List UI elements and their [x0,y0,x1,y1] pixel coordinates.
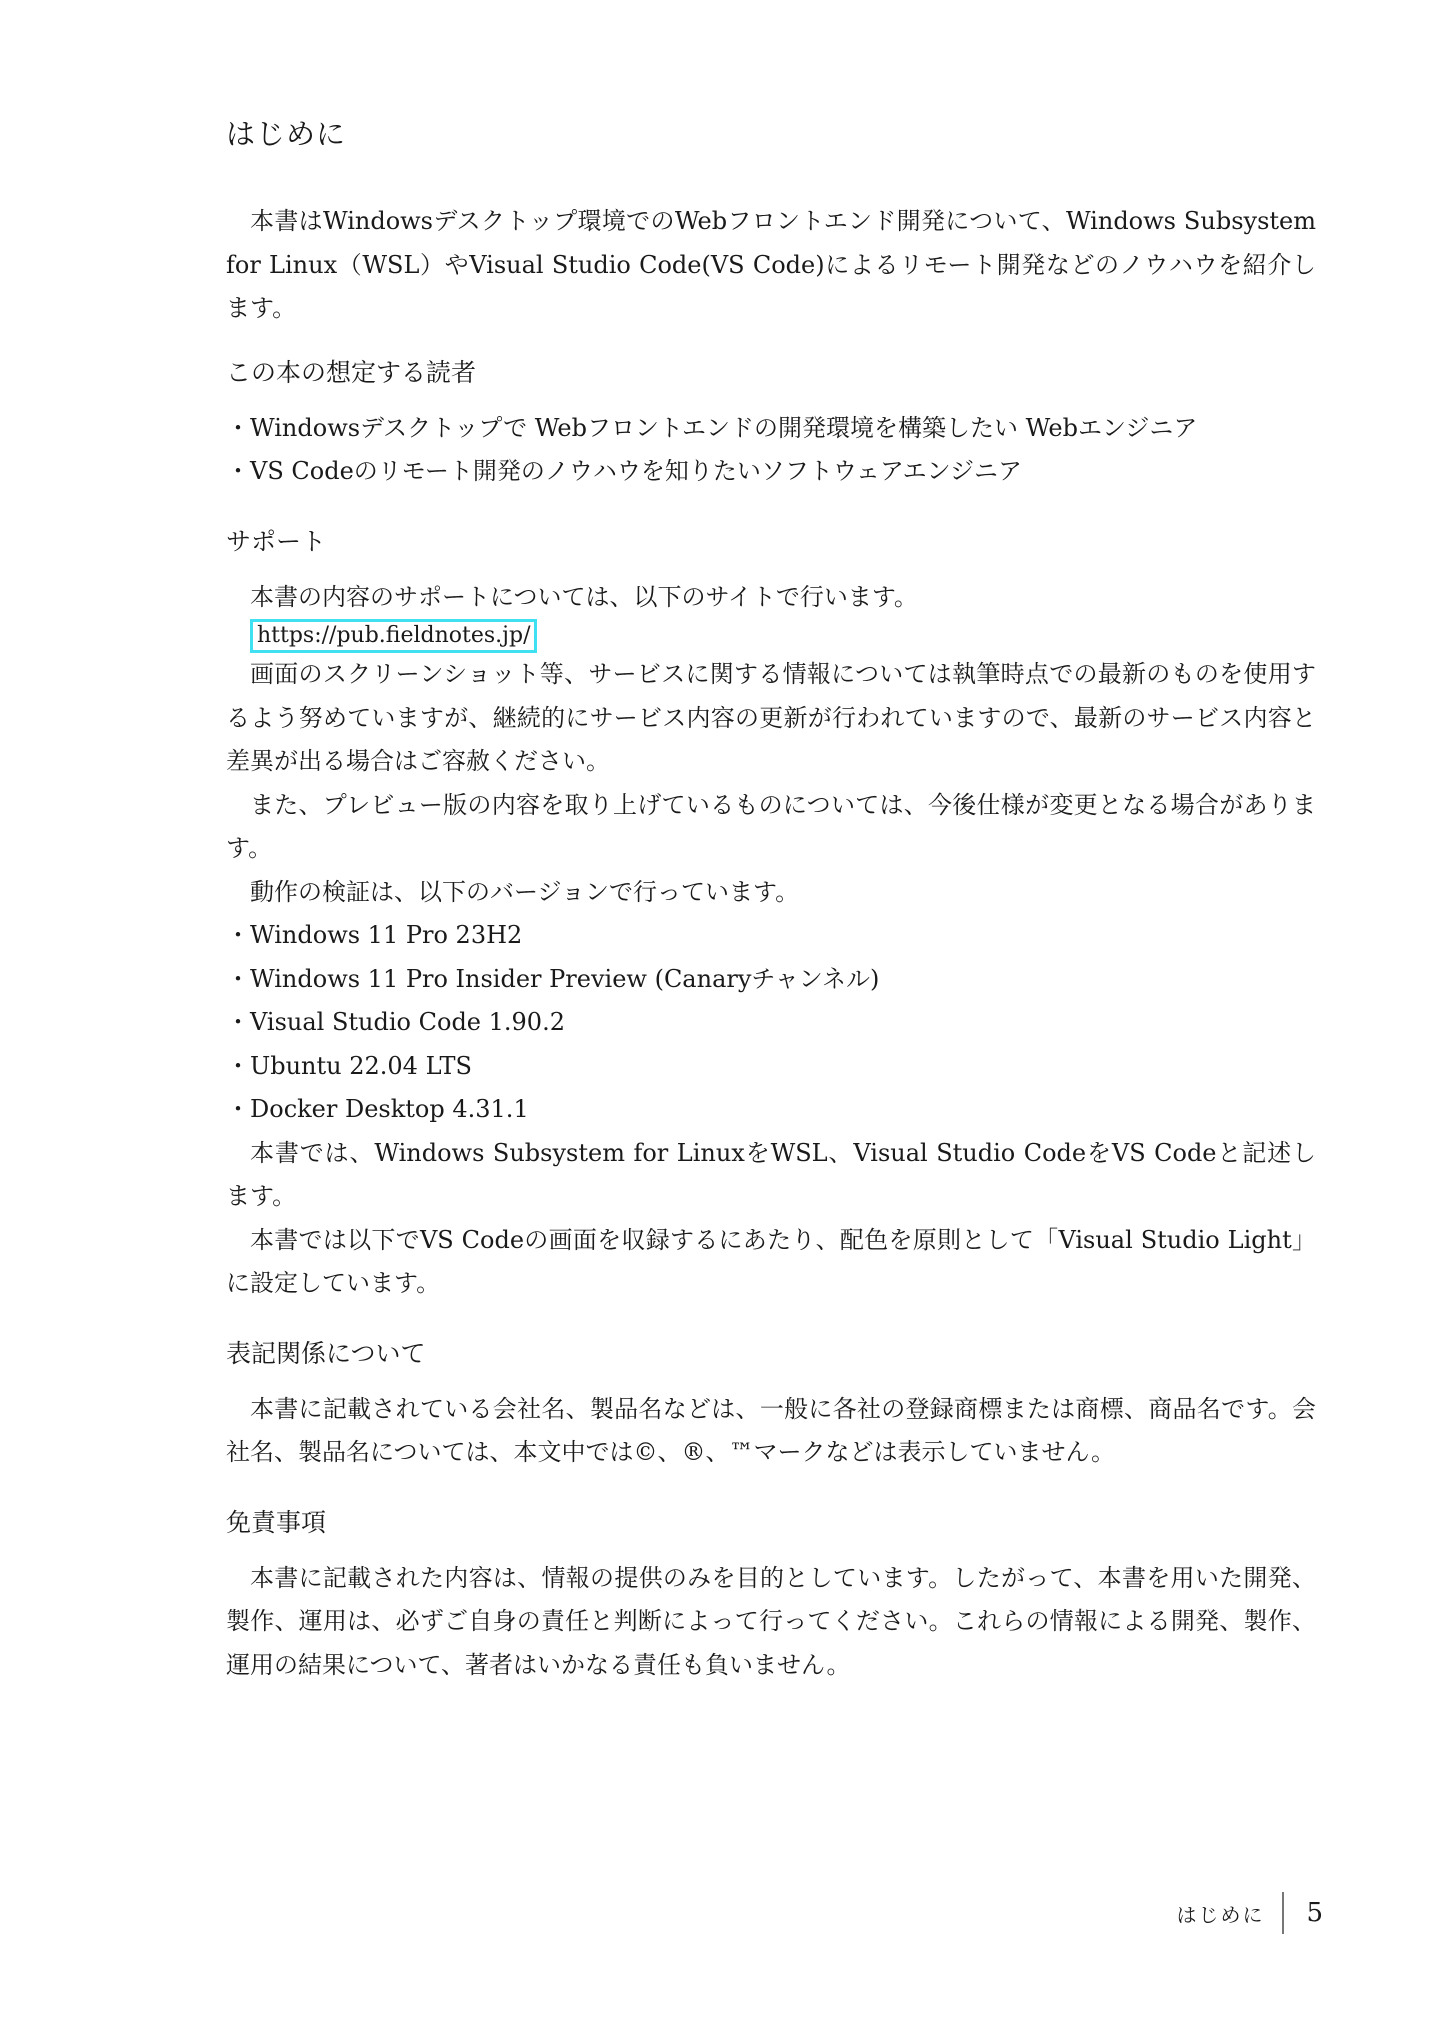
list-item: ・ Windows 11 Pro Insider Preview (Canaryチャンネル) [226,958,1316,1002]
list-item: ・ Windowsデスクトップで Webフロントエンドの開発環境を構築したい Webエンジニア [226,407,1316,451]
disclaimer-heading: 免責事項 [226,1507,327,1537]
versions-list [226,914,1316,1132]
footer-section-label: はじめに [1176,1902,1265,1927]
disclaimer-paragraph: 本書に記載された内容は、情報の提供のみを目的としています。したがって、本書を用いた開発、製作、運用は、必ずご自身の責任と判断によって行ってください。これらの情報による開発、製作、運用の結果について、著者はいかなる責任も負いません。 [226,1563,1316,1679]
notation-paragraph: 本書に記載されている会社名、製品名などは、一般に各社の登録商標または商標、商品名です。会社名、製品名については、本文中では©、®、™マークなどは表示していません。 [226,1394,1316,1466]
support-paragraph-4: 動作の検証は、以下のバージョンで行っています。 [250,877,800,906]
intro-paragraph: 本書はWindowsデスクトップ環境でのWebフロントエンド開発について、Windows Subsystem for Linux（WSL）やVisual Studio Code(VS Code)によるリモート開発などのノウハウを紹介します。 [226,207,1316,322]
support-url-link[interactable]: https://pub.fieldnotes.jp/ [250,619,537,653]
support-paragraph-3: また、プレビュー版の内容を取り上げているものについては、今後仕様が変更となる場合があります。 [226,790,1316,862]
list-item: ・ Ubuntu 22.04 LTS [226,1045,1316,1089]
main-content [226,200,1316,1687]
readers-list [226,407,1316,494]
list-item: ・ Windows 11 Pro 23H2 [226,914,1316,958]
support-heading: サポート [226,526,327,556]
page-footer [1176,1892,1323,1934]
support-paragraph-5: 本書では、Windows Subsystem for LinuxをWSL、Visual Studio CodeをVS Codeと記述します。 [226,1138,1316,1210]
list-item: ・ Visual Studio Code 1.90.2 [226,1001,1316,1045]
list-item: ・ Docker Desktop 4.31.1 [226,1088,1316,1132]
page-number: 5 [1306,1898,1323,1928]
footer-divider [1282,1892,1284,1934]
readers-heading: この本の想定する読者 [226,357,477,387]
support-paragraph-2: 画面のスクリーンショット等、サービスに関する情報については執筆時点での最新のものを使用するよう努めていますが、継続的にサービス内容の更新が行われていますので、最新のサービス内容と差異が出る場合はご容赦ください。 [226,660,1316,775]
support-paragraph-1: 本書の内容のサポートについては、以下のサイトで行います。 [250,582,918,611]
notation-heading: 表記関係について [226,1338,426,1368]
support-paragraph-6: 本書では以下でVS Codeの画面を収録するにあたり、配色を原則として「Visual Studio Light」に設定しています。 [226,1225,1316,1297]
list-item: ・ VS Codeのリモート開発のノウハウを知りたいソフトウェアエンジニア [226,450,1316,494]
page-title: はじめに [226,117,347,151]
